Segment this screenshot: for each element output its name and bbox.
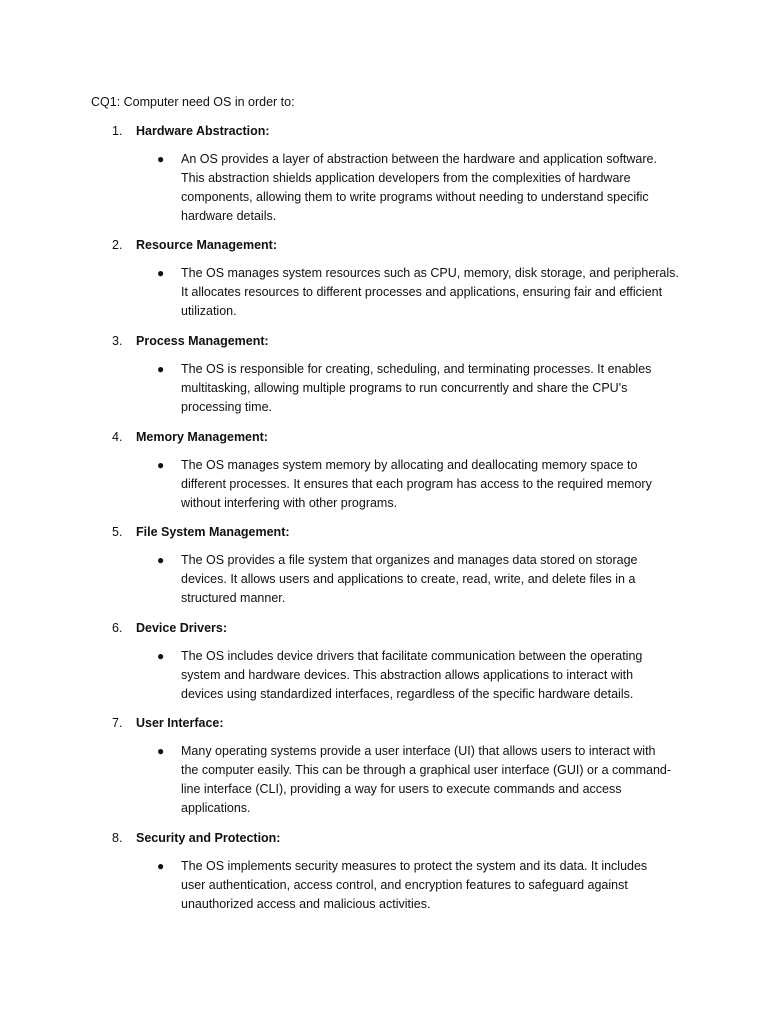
bullet-icon: ●	[157, 458, 165, 472]
item-number: 1.	[112, 124, 123, 138]
description-line: multitasking, allowing multiple programs to run concurrently and share the CPU's	[181, 381, 628, 395]
description-line: different processes. It ensures that each program has access to the required memory	[181, 477, 652, 491]
item-description	[181, 551, 638, 608]
description-line: Many operating systems provide a user interface (UI) that allows users to interact with	[181, 744, 656, 758]
description-line: The OS is responsible for creating, scheduling, and terminating processes. It enables	[181, 362, 652, 376]
description-line: devices using standardized interfaces, regardless of the specific hardware details.	[181, 687, 634, 701]
item-title: Memory Management:	[136, 430, 268, 444]
description-line: utilization.	[181, 304, 237, 318]
item-title: Security and Protection:	[136, 831, 281, 845]
description-line: This abstraction shields application developers from the complexities of hardware	[181, 171, 631, 185]
description-line: The OS includes device drivers that facilitate communication between the operating	[181, 649, 643, 663]
description-line: An OS provides a layer of abstraction between the hardware and application software.	[181, 152, 657, 166]
item-description	[181, 360, 651, 417]
description-line: It allocates resources to different processes and applications, ensuring fair and efficient	[181, 285, 663, 299]
bullet-icon: ●	[157, 266, 165, 280]
item-number: 4.	[112, 430, 123, 444]
item-number: 5.	[112, 525, 123, 539]
item-description	[181, 647, 642, 704]
description-line: The OS manages system memory by allocating and deallocating memory space to	[181, 458, 638, 472]
item-description	[181, 150, 657, 226]
description-line: applications.	[181, 801, 251, 815]
item-description	[181, 264, 679, 321]
description-line: the computer easily. This can be through a graphical user interface (GUI) or a command-	[181, 763, 672, 777]
bullet-icon: ●	[157, 744, 165, 758]
description-line: structured manner.	[181, 591, 286, 605]
description-line: without interfering with other programs.	[181, 496, 398, 510]
item-number: 6.	[112, 621, 123, 635]
description-line: components, allowing them to write programs without needing to understand specific	[181, 190, 649, 204]
bullet-icon: ●	[157, 362, 165, 376]
description-line: The OS implements security measures to protect the system and its data. It includes	[181, 859, 648, 873]
item-number: 8.	[112, 831, 123, 845]
item-number: 7.	[112, 716, 123, 730]
description-line: processing time.	[181, 400, 273, 414]
item-title: File System Management:	[136, 525, 290, 539]
bullet-icon: ●	[157, 553, 165, 567]
item-number: 2.	[112, 238, 123, 252]
description-line: user authentication, access control, and encryption features to safeguard against	[181, 878, 628, 892]
item-description	[181, 742, 671, 818]
bullet-icon: ●	[157, 859, 165, 873]
item-title: User Interface:	[136, 716, 224, 730]
description-line: The OS manages system resources such as CPU, memory, disk storage, and peripherals.	[181, 266, 679, 280]
description-line: line interface (CLI), providing a way for users to execute commands and access	[181, 782, 622, 796]
item-number: 3.	[112, 334, 123, 348]
bullet-icon: ●	[157, 649, 165, 663]
description-line: devices. It allows users and applications to create, read, write, and delete files in a	[181, 572, 636, 586]
item-title: Resource Management:	[136, 238, 278, 252]
description-line: The OS provides a file system that organizes and manages data stored on storage	[181, 553, 638, 567]
item-title: Hardware Abstraction:	[136, 124, 270, 138]
bullet-icon: ●	[157, 152, 165, 166]
description-line: hardware details.	[181, 209, 277, 223]
item-title: Device Drivers:	[136, 621, 228, 635]
item-description	[181, 857, 647, 914]
item-description	[181, 456, 652, 513]
description-line: system and hardware devices. This abstraction allows applications to interact with	[181, 668, 634, 682]
intro-line: CQ1: Computer need OS in order to:	[91, 95, 295, 109]
description-line: unauthorized access and malicious activities.	[181, 897, 431, 911]
item-title: Process Management:	[136, 334, 269, 348]
